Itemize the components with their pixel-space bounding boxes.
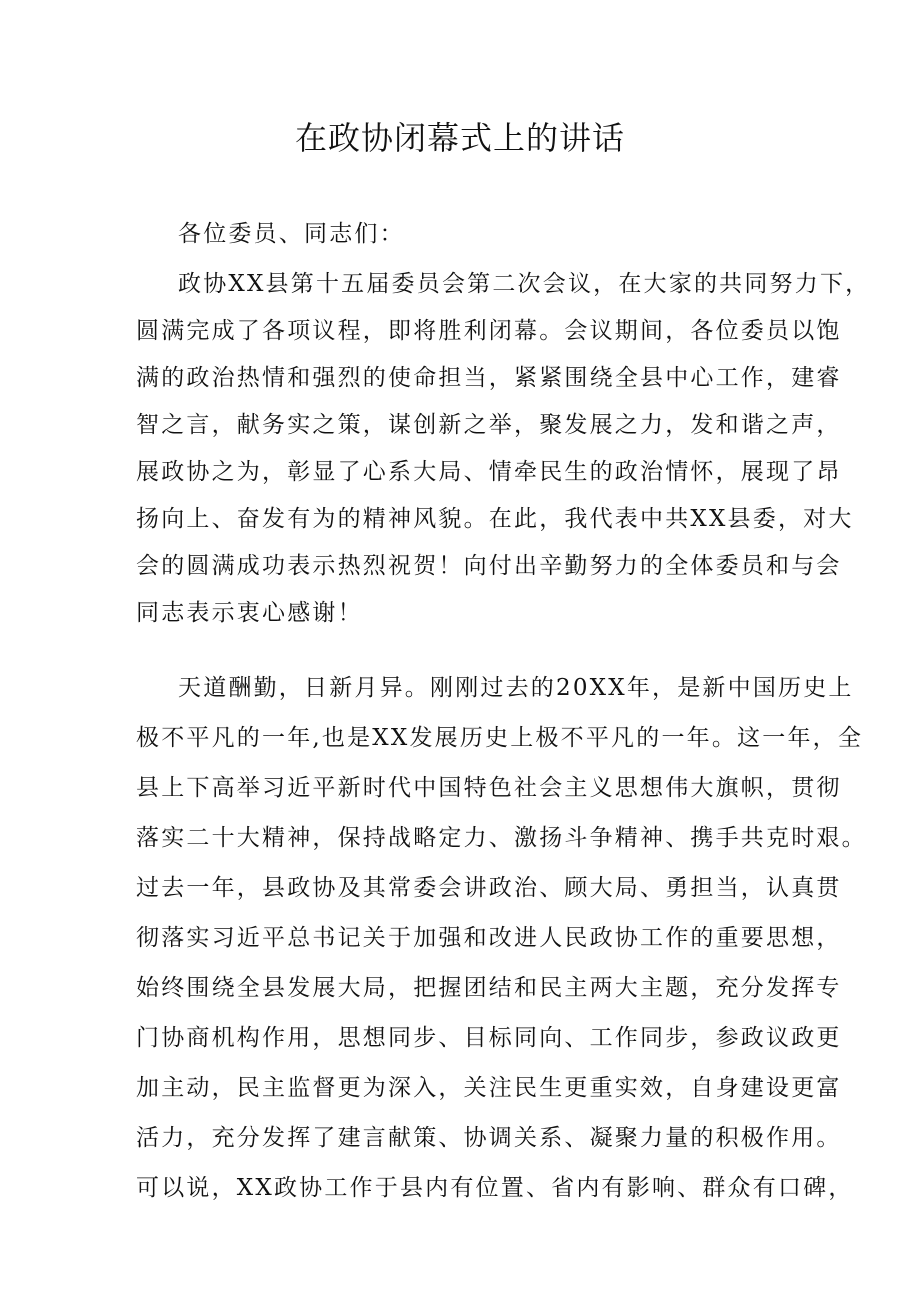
paragraph-1-line: 智之言，献务实之策，谋创新之举，聚发展之力，发和谐之声，	[136, 412, 842, 438]
salutation: 各位委员、同志们：	[178, 221, 405, 247]
document-title: 在政协闭幕式上的讲话	[294, 119, 625, 157]
paragraph-2-line: 县上下高举习近平新时代中国特色社会主义思想伟大旗帜，贯彻	[136, 775, 842, 801]
paragraph-2-line: 过去一年，县政协及其常委会讲政治、顾大局、勇担当，认真贯	[136, 875, 842, 901]
paragraph-1-line: 扬向上、奋发有为的精神风貌。在此，我代表中共XX县委，对大	[136, 506, 854, 532]
paragraph-1-line: 满的政治热情和强烈的使命担当，紧紧围绕全县中心工作，建睿	[136, 365, 842, 391]
paragraph-2-line: 加主动，民主监督更为深入，关注民生更重实效，自身建设更富	[136, 1075, 842, 1101]
paragraph-2-line: 活力，充分发挥了建言献策、协调关系、凝聚力量的积极作用。	[136, 1125, 842, 1151]
paragraph-2-line: 极不平凡的一年,也是XX发展历史上极不平凡的一年。这一年，全	[136, 725, 864, 751]
paragraph-1-line: 展政协之为，彰显了心系大局、情牵民生的政治情怀，展现了昂	[136, 459, 842, 485]
paragraph-1-line: 同志表示衷心感谢！	[136, 600, 363, 626]
paragraph-1-line: 会的圆满成功表示热烈祝贺！向付出辛勤努力的全体委员和与会	[136, 553, 842, 579]
paragraph-2-line: 落实二十大精神，保持战略定力、激扬斗争精神、携手共克时艰。	[136, 825, 867, 851]
paragraph-2-line: 天道酬勤，日新月异。刚刚过去的20XX年，是新中国历史上	[178, 675, 854, 701]
paragraph-2-line: 彻落实习近平总书记关于加强和改进人民政协工作的重要思想，	[136, 925, 842, 951]
paragraph-1-line: 政协XX县第十五届委员会第二次会议，在大家的共同努力下，	[178, 271, 871, 297]
paragraph-2-line: 始终围绕全县发展大局，把握团结和民主两大主题，充分发挥专	[136, 975, 842, 1001]
paragraph-2-line: 可以说，XX政协工作于县内有位置、省内有影响、群众有口碑，	[136, 1175, 854, 1201]
paragraph-2-line: 门协商机构作用，思想同步、目标同向、工作同步，参政议政更	[136, 1025, 842, 1051]
paragraph-1-line: 圆满完成了各项议程，即将胜利闭幕。会议期间，各位委员以饱	[136, 318, 842, 344]
